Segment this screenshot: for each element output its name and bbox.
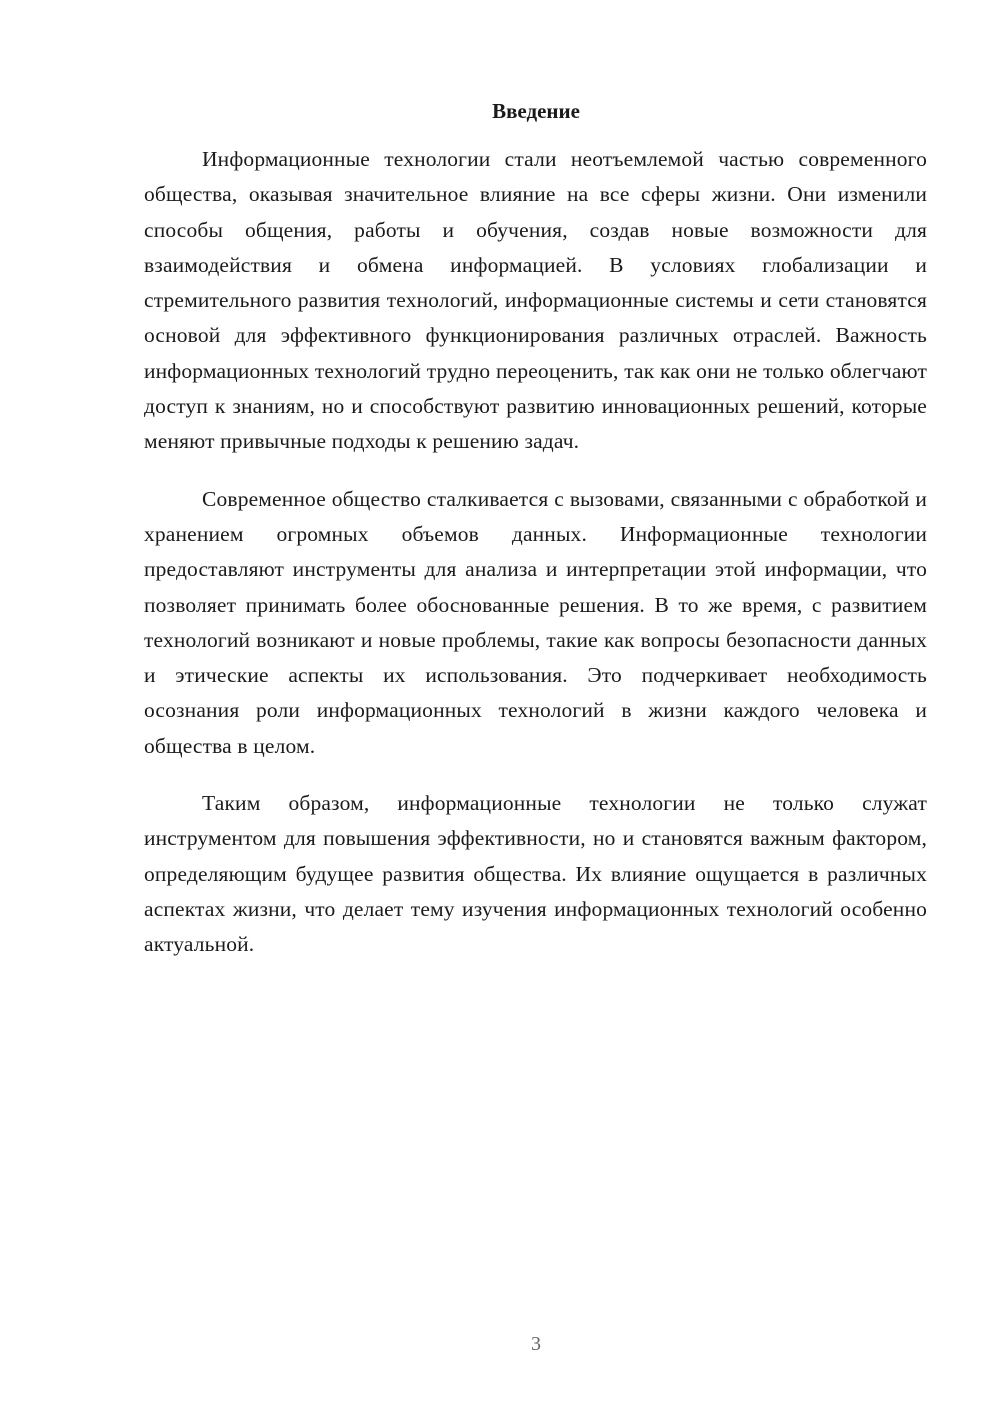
paragraph-2: Современное общество сталкивается с вызовами, связанными с обработкой и хранением огромных объемов данных. Информационные технологии предоставляют инструменты для анализа и интерпретации этой информации, что позволяет принимать более обоснованные решения. В то же время, с развитием технологий возникают и новые проблемы, такие как вопросы безопасности данных и этические аспекты их использования. Это подчеркивает необходимость осознания роли информационных технологий в жизни каждого человека и общества в целом. (144, 486, 927, 758)
paragraph-3: Таким образом, информационные технологии не только служат инструментом для повышения эффективности, но и становятся важным фактором, определяющим будущее развития общества. Их влияние ощущается в различных аспектах жизни, что делает тему изучения информационных технологий особенно актуальной. (144, 791, 927, 957)
section-title: Введение (492, 99, 580, 123)
page-number: 3 (531, 1333, 541, 1355)
paragraph-1: Информационные технологии стали неотъемлемой частью современного общества, оказывая значительное влияние на все сферы жизни. Они изменили способы общения, работы и обучения, создав новые возможности для взаимодействия и обмена информацией. В условиях глобализации и стремительного развития технологий, информационные системы и сети становятся основой для эффективного функционирования различных отраслей. Важность информационных технологий трудно переоценить, так как они не только облегчают доступ к знаниям, но и способствуют развитию инновационных решений, которые меняют привычные подходы к решению задач. (144, 147, 927, 454)
body-text (144, 142, 927, 985)
